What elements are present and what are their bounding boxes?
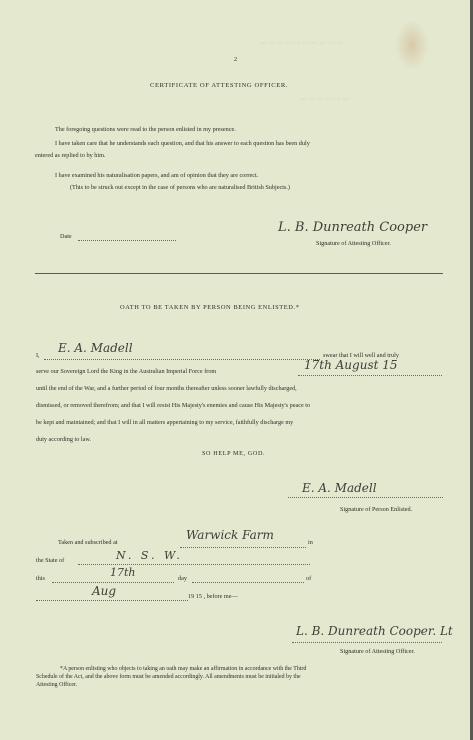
- year-before-me: 19 15 , before me—: [188, 593, 238, 600]
- date-field-line: [78, 240, 176, 241]
- bleed-through-text: ~~~~~~~~~~: [260, 36, 345, 50]
- footnote-line-2: Schedule of the Act, and the above form must be amended accordingly. All amendments must be initialed by the: [36, 674, 301, 680]
- oath-i-label: I,: [36, 352, 40, 359]
- oath-line-5: be kept and maintained; and that I will in all matters appertaining to my service, faithfully discharge my: [36, 419, 294, 426]
- certificate-line-2a: I have taken care that he understands each question, and that his answer to each question has been duly: [55, 140, 310, 147]
- certificate-line-4: (This to be struck out except in the case of persons who are naturalised British Subjects.): [70, 184, 290, 191]
- state-field-line: [78, 564, 310, 565]
- enlistee-name: E. A. Madell: [58, 341, 133, 355]
- certificate-line-3: I have examined his naturalisation papers, and am of opinion that they are correct.: [55, 172, 259, 179]
- attesting-officer-caption: Signature of Attesting Officer.: [316, 240, 391, 247]
- enlistee-signature-caption: Signature of Person Enlisted.: [340, 506, 413, 513]
- enlistee-signature: E. A. Madell: [302, 481, 377, 495]
- certificate-line-2b: entered as replied to by him.: [35, 152, 106, 159]
- footnote-line-1: *A person enlisting who objects to taking an oath may make an affirmation in accordance with the Third: [60, 666, 307, 672]
- day-value: 17th: [110, 566, 136, 579]
- enlistment-date: 17th August 15: [304, 358, 398, 372]
- enlistee-signature-line: [288, 497, 443, 498]
- oath-line-1-tail: swear that I will well and truly: [323, 352, 399, 359]
- place-field-line: [180, 547, 306, 548]
- attesting-officer-signature: L. B. Dunreath Cooper: [278, 220, 428, 235]
- so-help-me-god: SO HELP ME, GOD.: [202, 450, 266, 457]
- officer-signature-line: [292, 642, 442, 643]
- footnote-line-3: Attesting Officer.: [36, 682, 78, 688]
- month-field-line: [36, 600, 188, 601]
- state-value: N. S. W.: [116, 549, 183, 562]
- day-label: day: [178, 575, 187, 582]
- oath-line-6: duty according to law.: [36, 436, 91, 443]
- in-label: in: [308, 539, 313, 546]
- day-field-line: [52, 582, 174, 583]
- oath-line-4: dismissed, or removed therefrom; and that I will resist His Majesty's enemies and cause His Majesty's peace to: [36, 402, 311, 409]
- place-of-attestation: Warwick Farm: [186, 528, 274, 542]
- attesting-officer-caption-2: Signature of Attesting Officer.: [340, 648, 415, 655]
- paper-stain: [395, 20, 429, 70]
- taken-subscribed-label: Taken and subscribed at: [58, 539, 118, 546]
- date-label: Date: [60, 233, 72, 240]
- enlistment-date-line: [298, 375, 442, 376]
- month-value: Aug: [92, 584, 117, 598]
- this-label: this: [36, 575, 45, 582]
- bleed-through-text: ~~~~~~: [300, 92, 351, 106]
- of-label: of: [306, 575, 312, 582]
- oath-line-2-head: serve our Sovereign Lord the King in the Australian Imperial Force from: [36, 368, 217, 375]
- section-divider: [35, 273, 443, 274]
- page-number: 2: [234, 56, 238, 63]
- state-label: the State of: [36, 557, 65, 564]
- name-field-line: [44, 359, 320, 360]
- certificate-line-1: The foregoing questions were read to the person enlisted in my presence.: [55, 126, 236, 133]
- certificate-heading: CERTIFICATE OF ATTESTING OFFICER.: [150, 82, 289, 89]
- oath-line-3: until the end of the War, and a further period of four months thereafter unless sooner lawfully discharged,: [36, 385, 297, 392]
- oath-heading: OATH TO BE TAKEN BY PERSON BEING ENLISTED.*: [120, 304, 300, 311]
- attesting-officer-signature-2: L. B. Dunreath Cooper. Lt: [296, 624, 453, 638]
- month-line-1: [192, 582, 304, 583]
